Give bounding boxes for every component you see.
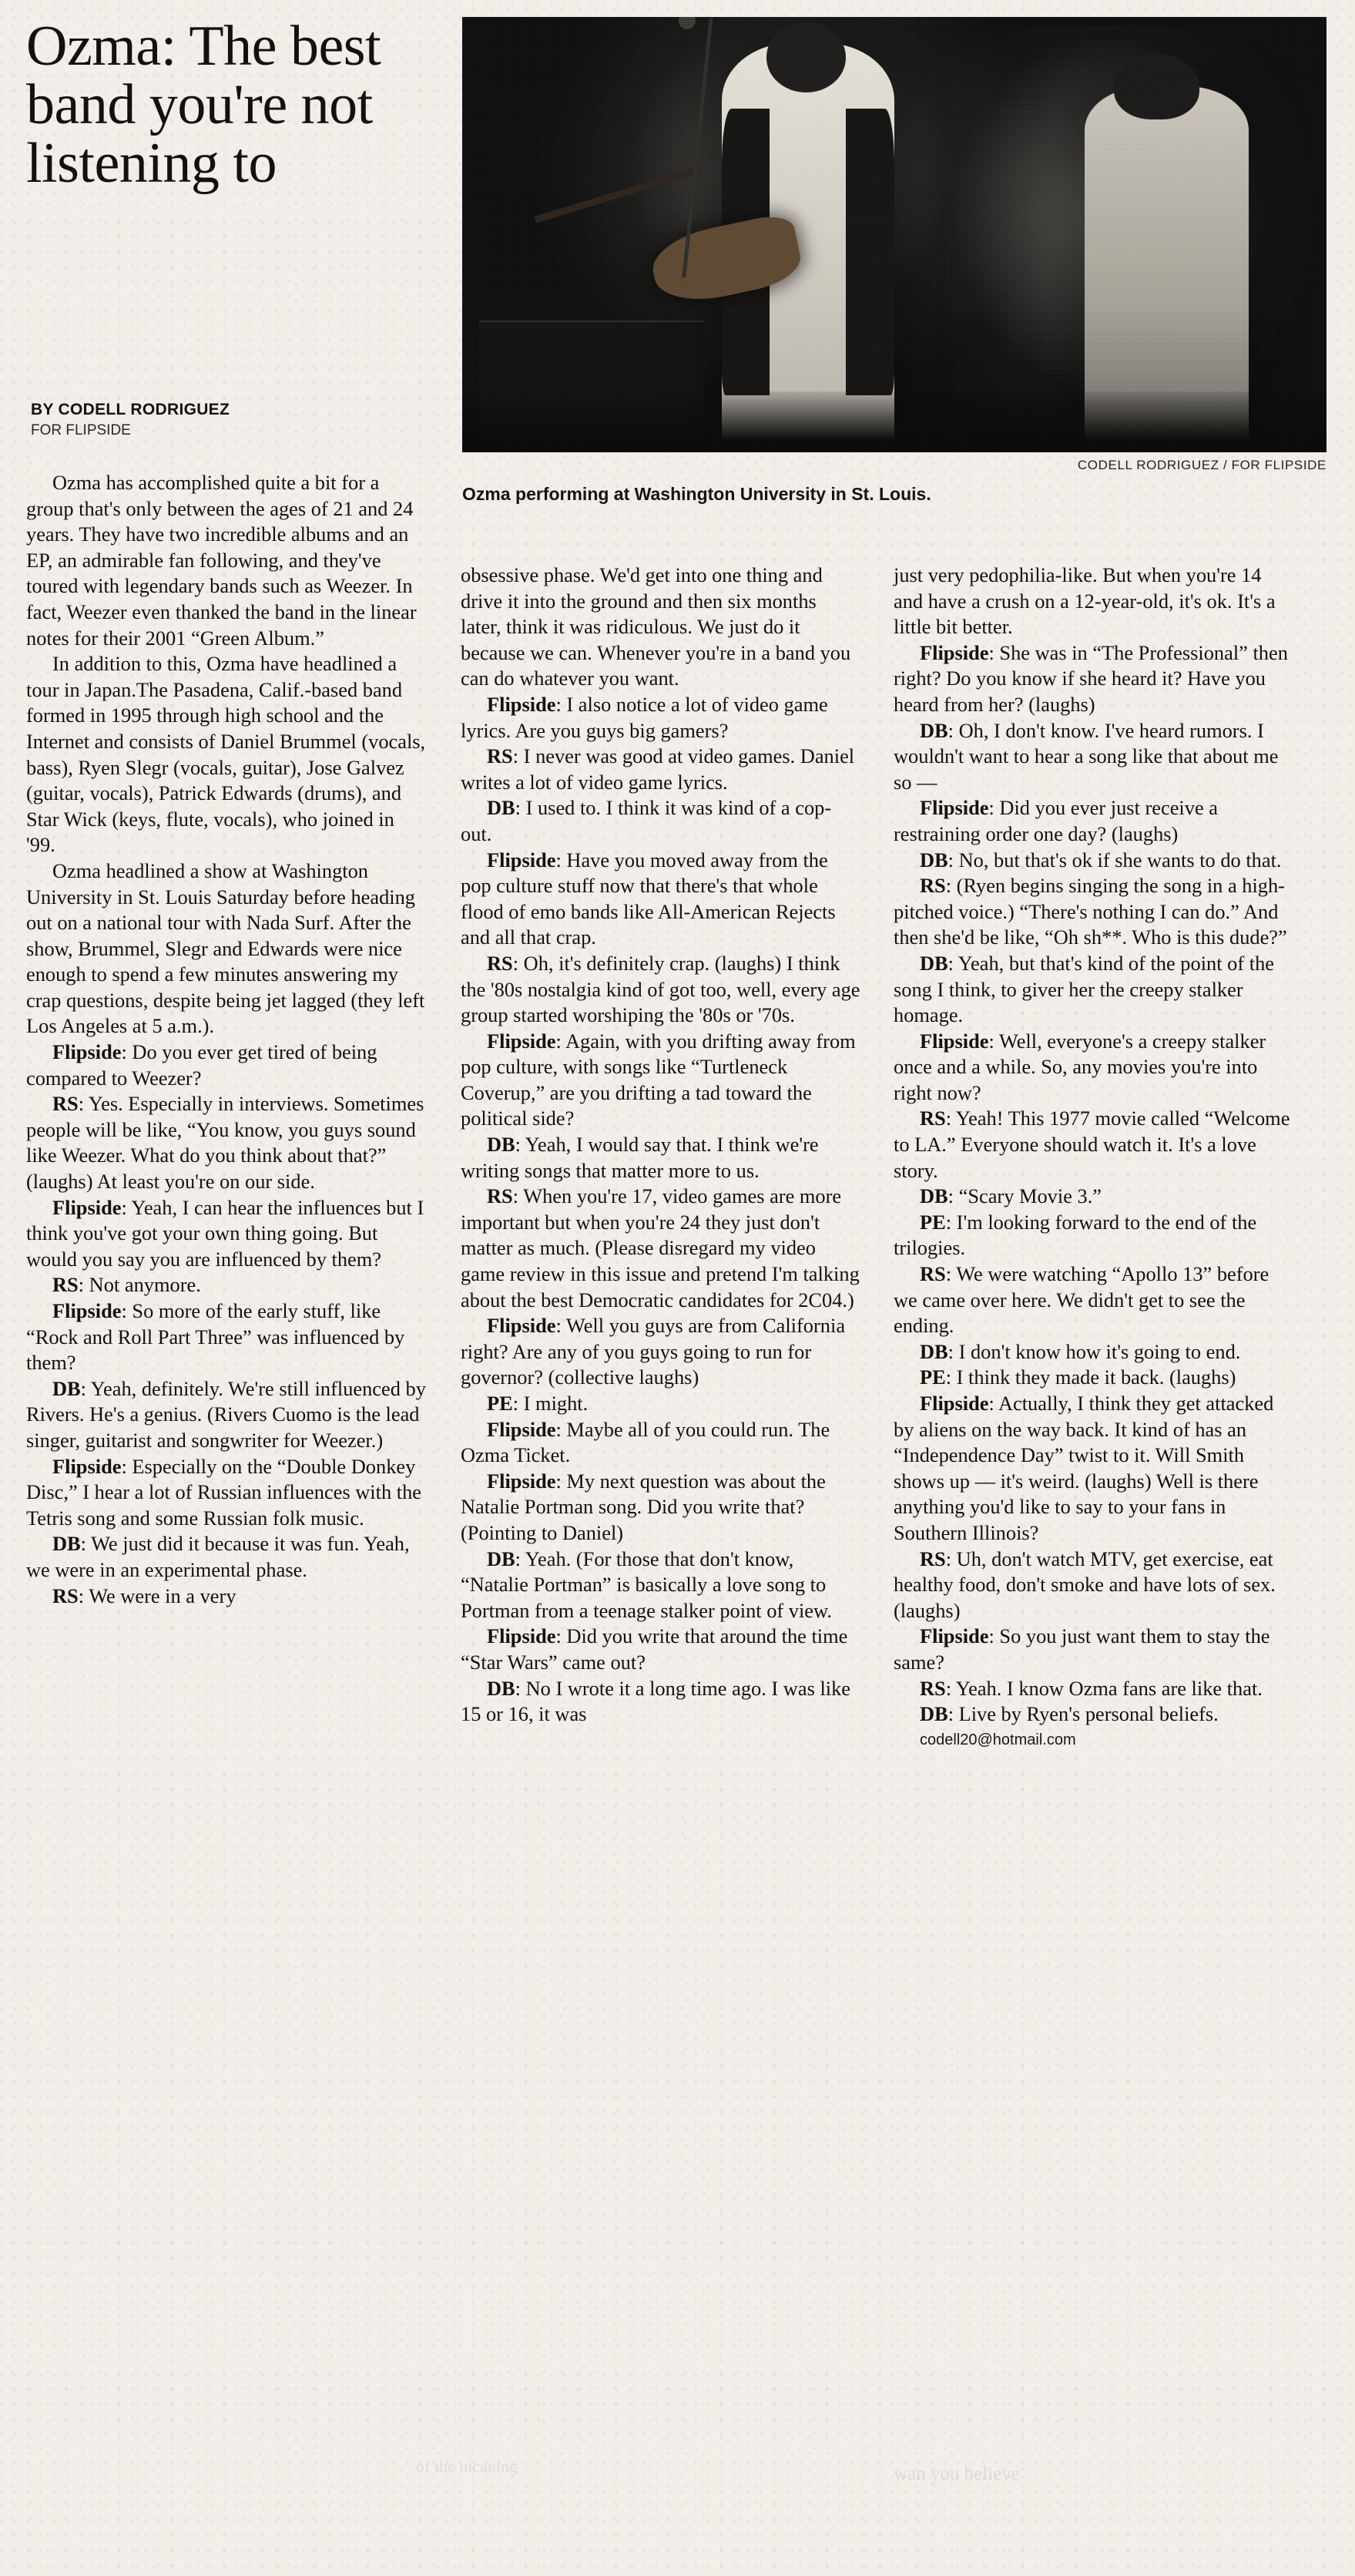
paragraph-text: : No, but that's ok if she wants to do that. [947,848,1282,872]
paragraph-text: : So more of the early stuff, like “Rock and Roll Part Three” was influenced by them? [26,1299,405,1375]
paragraph-text: : Yes. Especially in interviews. Sometimes people will be like, “You know, you guys sound like Weezer. What do you think about that?” (laughs) At least you're on our side. [26,1092,424,1194]
paragraph-text: : My next question was about the Natalie Portman song. Did you write that? (Pointing to Daniel) [461,1469,826,1544]
speaker-label: DB [487,1547,515,1570]
speaker-label: Flipside [487,1624,556,1648]
paragraph [894,1184,1294,1210]
paragraph [894,1029,1294,1107]
speaker-label: Flipside [487,1029,556,1053]
article-column-2 [461,563,861,1728]
speaker-label: Flipside [487,692,556,716]
paragraph [461,1624,861,1675]
paragraph [894,951,1294,1029]
paragraph-text: : I might. [512,1392,589,1415]
paragraph-text: : So you just want them to stay the same? [894,1624,1270,1674]
paragraph: Ozma headlined a show at Washington University in St. Louis Saturday before heading out on a national tour with Nada Surf. After the show, Brummel, Slegr and Edwards were nice enough to spend a few minutes answering my crap questions, despite being jet lagged (they left Los Angeles at 5 a.m.). [26,858,425,1038]
paragraph [461,1029,861,1132]
speaker-label: Flipside [52,1454,122,1478]
paragraph-text: : Well you guys are from California right? Are any of you guys going to run for governor? (collective laughs) [461,1314,846,1389]
paragraph [461,1676,861,1728]
paragraph: Ozma has accomplished quite a bit for a group that's only between the ages of 21 and 24 years. They have two incredible albums and an EP, an admirable fan following, and they've toured with legendary bands such as Weezer. In fact, Weezer even thanked the band in the linear notes for their 2001 “Green Album.” [26,471,417,650]
speaker-label: Flipside [920,796,989,820]
paragraph [26,1376,427,1454]
paragraph [461,951,861,1029]
paragraph-text: : Yeah, I can hear the influences but I think you've got your own thing going. But would you say you are influenced by them? [26,1195,424,1271]
byline: BY CODELL RODRIGUEZ [31,401,230,418]
paragraph [26,1454,427,1532]
speaker-label: Flipside [920,1029,989,1053]
paragraph-text: : Yeah, I would say that. I think we're writing songs that matter more to us. [461,1133,819,1182]
paragraph [894,1365,1294,1391]
speaker-label: DB [487,1676,515,1700]
speaker-label: Flipside [487,1469,556,1493]
article-column-3 [894,563,1294,1753]
paragraph-text: : (Ryen begins singing the song in a high-pitched voice.) “There's nothing I can do.” And then she'd be like, “Oh sh**. Who is this dude?” [894,874,1287,949]
speaker-label: RS [487,951,513,975]
paragraph [461,1417,861,1469]
paragraph-text: : Yeah, but that's kind of the point of the song I think, to giver her the creepy stalker homage. [894,951,1274,1027]
paragraph [461,744,861,795]
paragraph-text: : I don't know how it's going to end. [947,1339,1241,1363]
speaker-label: RS [920,1547,946,1570]
speaker-label: Flipside [920,640,989,664]
paragraph-text: : Uh, don't watch MTV, get exercise, eat healthy food, don't smoke and have lots of sex. (laughs) [894,1547,1276,1622]
speaker-label: Flipside [920,1624,989,1648]
article-column-1 [26,470,427,1609]
paragraph-text: : No I wrote it a long time ago. I was like 15 or 16, it was [461,1676,851,1726]
paragraph [26,1584,427,1610]
speaker-label: DB [920,718,948,742]
paragraph [461,1313,861,1391]
speaker-label: Flipside [52,1040,122,1064]
paragraph [894,848,1294,874]
speaker-label: Flipside [487,1417,556,1441]
speaker-label: Flipside [487,848,556,872]
speaker-label: RS [920,1107,946,1130]
speaker-label: DB [920,848,948,872]
photo-caption: Ozma performing at Washington University in St. Louis. [462,484,931,504]
bleed-through-text-right: wan you believe [894,2463,1020,2484]
speaker-label: PE [487,1392,513,1415]
paragraph-text: : I think they made it back. (laughs) [945,1365,1236,1389]
paragraph [461,1469,861,1547]
paragraph-text: : “Scary Movie 3.” [947,1184,1102,1208]
paragraph-text: : Yeah! This 1977 movie called “Welcome to LA.” Everyone should watch it. It's a love story. [894,1107,1290,1182]
paragraph-text: : We were watching “Apollo 13” before we came over here. We didn't get to see the ending. [894,1262,1269,1338]
paragraph-text: : I never was good at video games. Daniel writes a lot of video game lyrics. [461,744,855,794]
paragraph-text: : Did you ever just receive a restraining order one day? (laughs) [894,796,1218,845]
speaker-label: Flipside [52,1195,122,1219]
paragraph [894,1701,1294,1728]
paragraph [461,848,861,951]
paragraph-text: : We were in a very [78,1584,236,1607]
speaker-label: Flipside [52,1299,122,1322]
paragraph-text: : She was in “The Professional” then right? Do you know if she heard it? Have you heard from her? (laughs) [894,640,1288,716]
paragraph-text: : I used to. I think it was kind of a cop-out. [461,796,832,845]
photo-credit: CODELL RODRIGUEZ / FOR FLIPSIDE [1077,458,1326,472]
paragraph-text: : Have you moved away from the pop culture stuff now that there's that whole flood of emo bands like All-American Rejects and all that crap. [461,848,836,949]
speaker-label: RS [920,1676,946,1700]
paragraph [894,1547,1294,1624]
speaker-label: DB [52,1532,81,1556]
paragraph [894,1676,1294,1702]
paragraph-text: : Oh, I don't know. I've heard rumors. I wouldn't want to hear a song like that about me so — [894,718,1279,794]
paragraph [26,1195,427,1273]
paragraph [461,1184,861,1313]
paragraph-text: : Maybe all of you could run. The Ozma Ticket. [461,1417,830,1467]
speaker-label: DB [920,1702,948,1726]
paragraph [461,795,861,847]
speaker-label: Flipside [920,1392,989,1415]
paragraph [26,1039,427,1091]
speaker-label: DB [920,1184,948,1208]
paragraph [894,718,1294,796]
paragraph [894,1106,1294,1184]
paragraph [894,1339,1294,1365]
paragraph [26,1298,427,1376]
speaker-label: RS [920,874,946,898]
speaker-label: PE [920,1210,946,1234]
article-photo [462,17,1326,452]
photo-grain-overlay [462,17,1326,452]
speaker-label: PE [920,1365,946,1389]
paragraph-text: : Well, everyone's a creepy stalker once and a while. So, any movies you're into right now? [894,1029,1266,1104]
paragraph-text: : I also notice a lot of video game lyrics. Are you guys big gamers? [461,692,828,742]
speaker-label: DB [920,1339,948,1363]
paragraph: just very pedophilia-like. But when you're 14 and have a crush on a 12-year-old, it's ok. It's a little bit better. [894,563,1276,639]
paragraph [894,873,1294,951]
paragraph [26,1272,427,1298]
speaker-label: RS [487,1184,513,1208]
speaker-label: DB [487,1133,515,1157]
paragraph-text: : Especially on the “Double Donkey Disc,” I hear a lot of Russian influences with the Tetris song and some Russian folk music. [26,1454,422,1530]
page-title: Ozma: The best band you're not listening to [26,15,381,195]
speaker-label: DB [52,1376,81,1400]
byline-organization: FOR FLIPSIDE [31,422,131,438]
photo-image [462,17,1326,452]
paragraph-text: : We just did it because it was fun. Yeah, we were in an experimental phase. [26,1532,410,1581]
paragraph-text: : When you're 17, video games are more important but when you're 24 they just don't matter as much. (Please disregard my video game review in this issue and pretend I'm talking about the best Democratic candidates for 2C04.) [461,1184,860,1312]
speaker-label: Flipside [487,1314,556,1338]
paragraph [894,640,1294,718]
paragraph-text: : I'm looking forward to the end of the trilogies. [894,1210,1257,1260]
speaker-label: RS [920,1262,946,1286]
paragraph-text: : Did you write that around the time “Star Wars” came out? [461,1624,848,1674]
paragraph-text: : Again, with you drifting away from pop culture, with songs like “Turtleneck Coverup,” are you drifting a tad toward the political side? [461,1029,856,1130]
paragraph: obsessive phase. We'd get into one thing and drive it into the ground and then six months later, think it was ridiculous. We just do it because we can. Whenever you're in a band you can do whatever you want. [461,563,851,690]
paragraph [26,1531,427,1583]
speaker-label: RS [52,1092,79,1116]
paragraph [894,1391,1294,1547]
paragraph [461,1132,861,1184]
paragraph-text: : Yeah, definitely. We're still influenced by Rivers. He's a genius. (Rivers Cuomo is the lead singer, guitarist and songwriter for Weezer.) [26,1376,426,1452]
paragraph [894,795,1294,847]
paragraph-text: : Do you ever get tired of being compared to Weezer? [26,1040,377,1090]
paragraph [461,1547,861,1624]
paragraph [461,1391,861,1417]
paragraph [894,1261,1294,1339]
paragraph-text: : Yeah. I know Ozma fans are like that. [945,1676,1263,1700]
paragraph-text: : Not anymore. [78,1273,201,1297]
paragraph [26,1091,427,1194]
contact-email[interactable]: codell20@hotmail.com [920,1731,1076,1748]
speaker-label: RS [52,1584,79,1607]
speaker-label: RS [52,1273,79,1297]
paragraph-text: : Live by Ryen's personal beliefs. [947,1702,1219,1726]
paragraph [894,1624,1294,1675]
paragraph-text: : Actually, I think they get attacked by aliens on the way back. It kind of has an “Independence Day” twist to it. Will Smith shows up — it's weird. (laughs) Well is there anything you'd like to say to your fans in Southern Illinois? [894,1392,1274,1544]
paragraph [894,1210,1294,1261]
paragraph-text: : Oh, it's definitely crap. (laughs) I think the '80s nostalgia kind of got too, well, every age group started worshiping the '80s or '70s. [461,951,860,1027]
paragraph [461,692,861,744]
bleed-through-text-left: of the nicaning [416,2457,518,2476]
paragraph-text: : Yeah. (For those that don't know, “Natalie Portman” is basically a love song to Portman from a teenage stalker point of view. [461,1547,832,1622]
speaker-label: DB [487,796,515,820]
paragraph: In addition to this, Ozma have headlined a tour in Japan.The Pasadena, Calif.-based band formed in 1995 through high school and the Internet and consists of Daniel Brummel (vocals, bass), Ryen Slegr (vocals, guitar), Jose Galvez (guitar, vocals), Patrick Edwards (drums), and Star Wick (keys, flute, vocals), who joined in '99. [26,652,426,857]
speaker-label: DB [920,951,948,975]
speaker-label: RS [487,744,513,768]
